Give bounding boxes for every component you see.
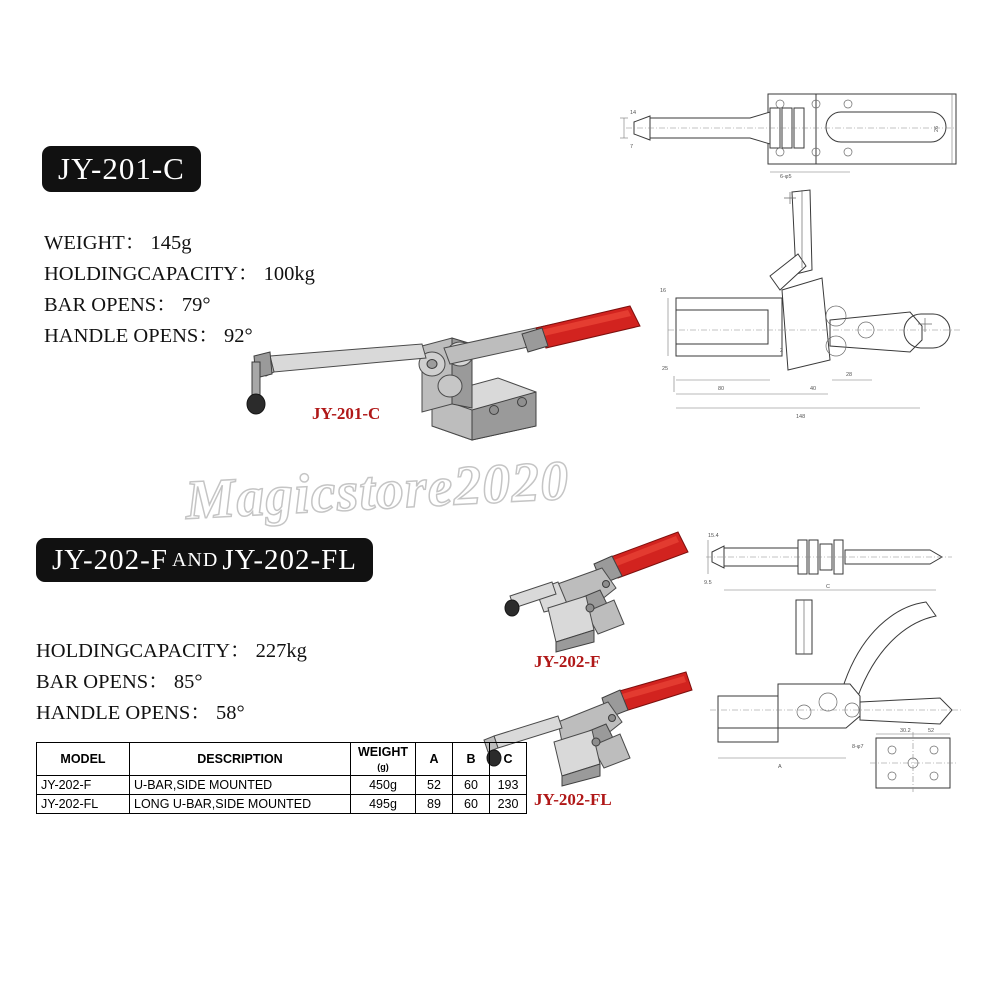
watermark: Magicstore2020 (183, 449, 571, 532)
header-weight-label: WEIGHT (358, 745, 408, 759)
table-header-row (37, 743, 527, 776)
technical-drawing-jy-202-top (706, 528, 956, 598)
spec-handle-opens: HANDLE OPENS： 58° (36, 702, 245, 724)
spec-weight: WEIGHT： 145g (44, 232, 192, 254)
product-caption-jy-202-fl: JY-202-FL (534, 790, 612, 809)
cell-weight: 495g (351, 795, 416, 814)
section-title-jy-202-f (36, 538, 373, 582)
svg-text:26: 26 (934, 125, 940, 132)
svg-text:52: 52 (928, 728, 935, 734)
product-photo-jy-202-f (490, 524, 720, 654)
section-title-and: AND (171, 548, 219, 571)
cell-weight: 450g (351, 776, 416, 795)
svg-text:A: A (778, 764, 782, 770)
svg-text:40: 40 (810, 386, 817, 392)
svg-text:9.5: 9.5 (704, 580, 712, 586)
product-caption-jy-202-f: JY-202-F (534, 652, 601, 671)
svg-text:25: 25 (662, 366, 669, 372)
spec-bar-opens: BAR OPENS： 85° (36, 671, 203, 693)
technical-drawing-jy-202-side (700, 592, 970, 792)
header-weight-unit: (g) (377, 762, 389, 772)
cell-description: U-BAR,SIDE MOUNTED (130, 776, 351, 795)
product-caption-jy-201-c: JY-201-C (312, 404, 381, 423)
header-b: B (453, 743, 490, 776)
section-title-text: JY-201-C (58, 151, 185, 186)
cell-b: 60 (453, 795, 490, 814)
section-title-text-second: JY-202-FL (222, 543, 357, 576)
header-weight (351, 743, 416, 776)
spec-list-jy-202-f (36, 636, 307, 729)
cell-c: 230 (490, 795, 527, 814)
spec-handle-opens: HANDLE OPENS： 92° (44, 325, 253, 347)
header-c: C (490, 743, 527, 776)
table-row (37, 795, 527, 814)
cell-a: 52 (416, 776, 453, 795)
svg-text:148: 148 (796, 414, 806, 420)
header-model: MODEL (37, 743, 130, 776)
dim-c: C (826, 584, 830, 590)
cell-model: JY-202-F (37, 776, 130, 795)
cell-a: 89 (416, 795, 453, 814)
svg-text:16: 16 (660, 288, 667, 294)
spec-table (36, 742, 527, 814)
product-photo-jy-201-c (236, 300, 656, 450)
header-description: DESCRIPTION (130, 743, 351, 776)
svg-text:80: 80 (718, 386, 725, 392)
svg-text:14: 14 (630, 110, 637, 116)
cell-description: LONG U-BAR,SIDE MOUNTED (130, 795, 351, 814)
section-title-text-main: JY-202-F (52, 543, 168, 576)
svg-text:30.2: 30.2 (900, 728, 911, 734)
cell-b: 60 (453, 776, 490, 795)
technical-drawing-jy-201-c-top (620, 88, 960, 178)
svg-text:7: 7 (630, 144, 634, 150)
cell-model: JY-202-FL (37, 795, 130, 814)
table-row (37, 776, 527, 795)
cell-c: 193 (490, 776, 527, 795)
svg-text:6-φ5: 6-φ5 (780, 174, 792, 180)
svg-text:2: 2 (780, 348, 784, 354)
section-title-jy-201-c (42, 146, 201, 192)
spec-holding-capacity: HOLDINGCAPACITY： 227kg (36, 640, 307, 662)
svg-text:8-φ7: 8-φ7 (852, 744, 864, 750)
svg-text:28: 28 (846, 372, 853, 378)
header-a: A (416, 743, 453, 776)
spec-holding-capacity: HOLDINGCAPACITY： 100kg (44, 263, 315, 285)
svg-text:15.4: 15.4 (708, 533, 719, 539)
technical-drawing-jy-201-c-side (660, 180, 980, 420)
spec-bar-opens: BAR OPENS： 79° (44, 294, 211, 316)
